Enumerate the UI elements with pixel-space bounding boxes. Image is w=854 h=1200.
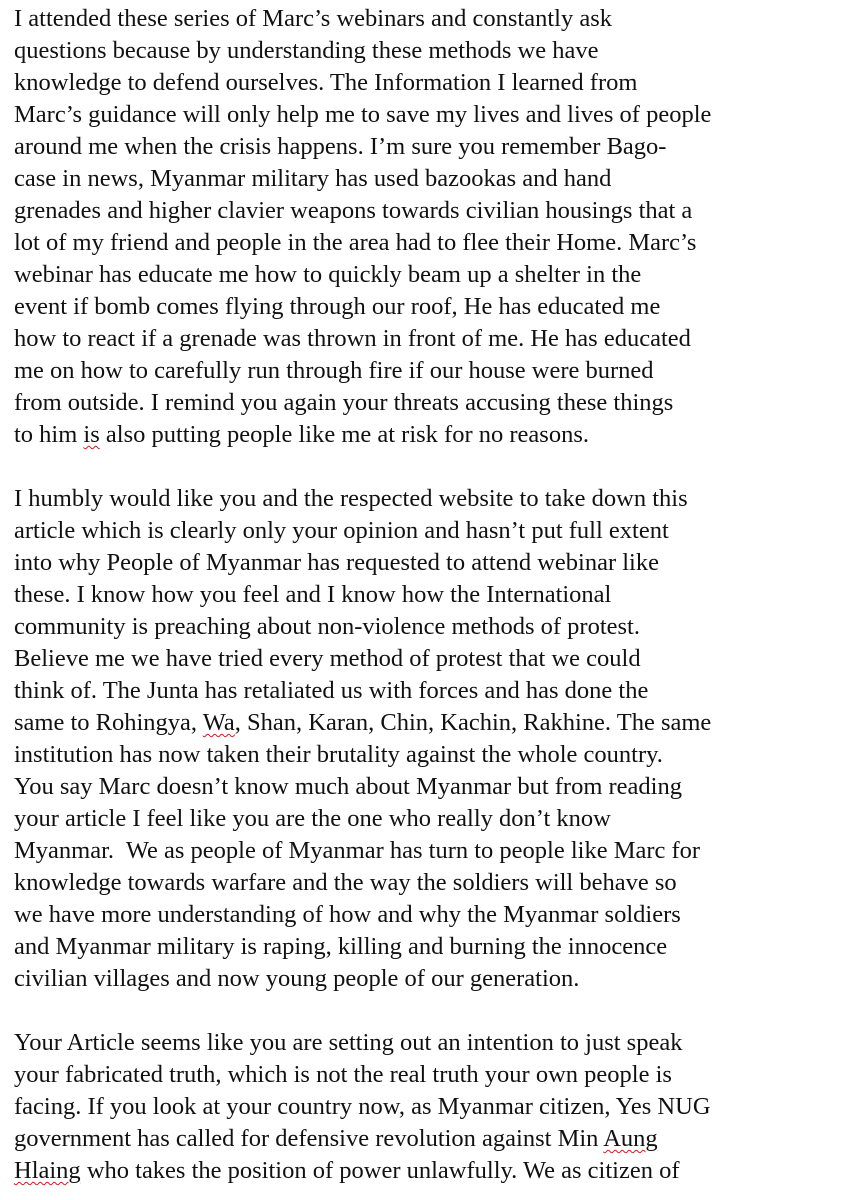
spellcheck-flagged-word: is bbox=[83, 421, 100, 448]
paragraph-line: You say Marc doesn’t know much about Myanmar but from reading bbox=[14, 773, 682, 800]
paragraph-line: your fabricated truth, which is not the real truth your own people is bbox=[14, 1061, 672, 1088]
paragraph-line: we have more understanding of how and why the Myanmar soldiers bbox=[14, 901, 681, 928]
paragraph-line: questions because by understanding these methods we have bbox=[14, 37, 599, 64]
paragraph-line: think of. The Junta has retaliated us with forces and has done the bbox=[14, 677, 649, 704]
paragraph-line: I humbly would like you and the respected website to take down this bbox=[14, 485, 688, 512]
spellcheck-flagged-word: Aung bbox=[603, 1125, 658, 1152]
spellcheck-flagged-word: Wa bbox=[202, 709, 235, 736]
paragraph-line: institution has now taken their brutality against the whole country. bbox=[14, 741, 663, 768]
paragraph-line: how to react if a grenade was thrown in front of me. He has educated bbox=[14, 325, 691, 352]
paragraph-line: and Myanmar military is raping, killing and burning the innocence bbox=[14, 933, 668, 960]
paragraph-line: your article I feel like you are the one who really don’t know bbox=[14, 805, 611, 832]
paragraph-line: facing. If you look at your country now, as Myanmar citizen, Yes NUG bbox=[14, 1093, 711, 1120]
spellcheck-flagged-word: Hlaing bbox=[14, 1157, 81, 1184]
paragraph-line: to him is also putting people like me at risk for no reasons. bbox=[14, 421, 589, 448]
paragraph-line: grenades and higher clavier weapons towards civilian housings that a bbox=[14, 197, 693, 224]
paragraph-line: Hlaing who takes the position of power unlawfully. We as citizen of bbox=[14, 1157, 680, 1184]
paragraph-line: civilian villages and now young people of our generation. bbox=[14, 965, 580, 992]
paragraph-line: I attended these series of Marc’s webinars and constantly ask bbox=[14, 5, 613, 32]
paragraph-line: me on how to carefully run through fire if our house were burned bbox=[14, 357, 654, 384]
paragraph-line: Myanmar. We as people of Myanmar has turn to people like Marc for bbox=[14, 837, 701, 864]
paragraph-line: community is preaching about non-violence methods of protest. bbox=[14, 613, 640, 640]
paragraph-line: government has called for defensive revolution against Min Aung bbox=[14, 1125, 658, 1152]
paragraph-line: around me when the crisis happens. I’m sure you remember Bago- bbox=[14, 133, 667, 160]
paragraph-line: Your Article seems like you are setting out an intention to just speak bbox=[14, 1029, 683, 1056]
paragraph-line: lot of my friend and people in the area had to flee their Home. Marc’s bbox=[14, 229, 697, 256]
paragraph-line: into why People of Myanmar has requested to attend webinar like bbox=[14, 549, 659, 576]
paragraph-line: knowledge towards warfare and the way the soldiers will behave so bbox=[14, 869, 677, 896]
paragraph-line: webinar has educate me how to quickly beam up a shelter in the bbox=[14, 261, 642, 288]
paragraph-line: same to Rohingya, Wa, Shan, Karan, Chin, Kachin, Rakhine. The same bbox=[14, 709, 712, 736]
paragraph-line: case in news, Myanmar military has used bazookas and hand bbox=[14, 165, 612, 192]
paragraph-line: these. I know how you feel and I know how the International bbox=[14, 581, 612, 608]
paragraph-line: Marc’s guidance will only help me to save my lives and lives of people bbox=[14, 101, 712, 128]
paragraph-line: from outside. I remind you again your threats accusing these things bbox=[14, 389, 674, 416]
paragraph-line: event if bomb comes flying through our roof, He has educated me bbox=[14, 293, 661, 320]
paragraph-line: Believe me we have tried every method of protest that we could bbox=[14, 645, 641, 672]
paragraph-line: knowledge to defend ourselves. The Information I learned from bbox=[14, 69, 638, 96]
paragraph-line: article which is clearly only your opinion and hasn’t put full extent bbox=[14, 517, 669, 544]
